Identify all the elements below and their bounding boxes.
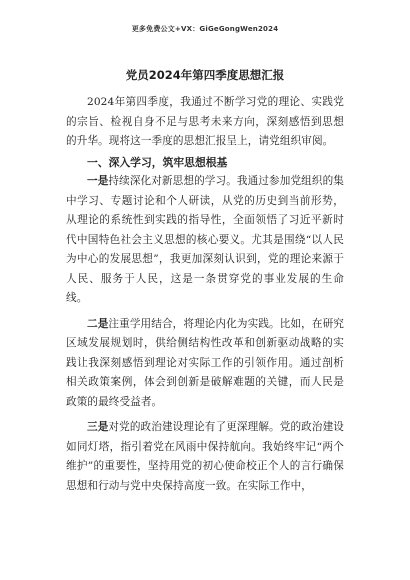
section1-paragraph-3 (66, 418, 344, 496)
paragraph-text-2: 注重学用结合，将理论内化为实践。比如，在研究区域发展规划时，供给侧结构性改革和创新驱动战略的实践让我深刻感悟到理论对实际工作的引领作用。通过剖析相关政策案例，体会到创新是破解难题的关键，而人民是政策的最终受益者。 (66, 317, 344, 408)
section1-paragraph-2 (66, 315, 344, 413)
section1-paragraph-1 (66, 172, 344, 309)
intro-paragraph: 2024年第四季度，我通过不断学习党的理论、实践党的宗旨、检视自身不足与思考未来方向，深刻感悟到思想的升华。现将这一季度的思想汇报呈上，请党组织审阅。 (66, 96, 344, 147)
paragraph-text-1: 持续深化对新思想的学习。我通过参加党组织的集中学习、专题讨论和个人研读，从党的历史到当前形势，从理论的系统性到实践的指导性，全面领悟了习近平新时代中国特色社会主义思想的核心要义。尤其是围绕“以人民为中心的发展思想”，我更加深刻认识到，党的理论来源于人民、服务于人民，这是一条贯穿党的事业发展的生命线。 (66, 175, 344, 304)
document-body (66, 52, 344, 496)
header-note: 更多免费公文+VX：GiGeGongWen2024 (131, 25, 279, 33)
paragraph-lead-1: 一是 (87, 175, 109, 187)
paragraph-lead-3: 三是 (87, 421, 109, 433)
section-heading-1: 一、深入学习，筑牢思想根基 (87, 155, 228, 169)
paragraph-text-3: 对党的政治建设理论有了更深理解。党的政治建设如同灯塔，指引着党在风雨中保持航向。我始终牢记“两个维护”的重要性，坚持用党的初心使命校正个人的言行确保思想和行动与党中央保持高度一致。在实际工作中， (66, 421, 344, 492)
document-title: 党员2024年第四季度思想汇报 (125, 68, 285, 82)
paragraph-lead-2: 二是 (87, 317, 109, 330)
